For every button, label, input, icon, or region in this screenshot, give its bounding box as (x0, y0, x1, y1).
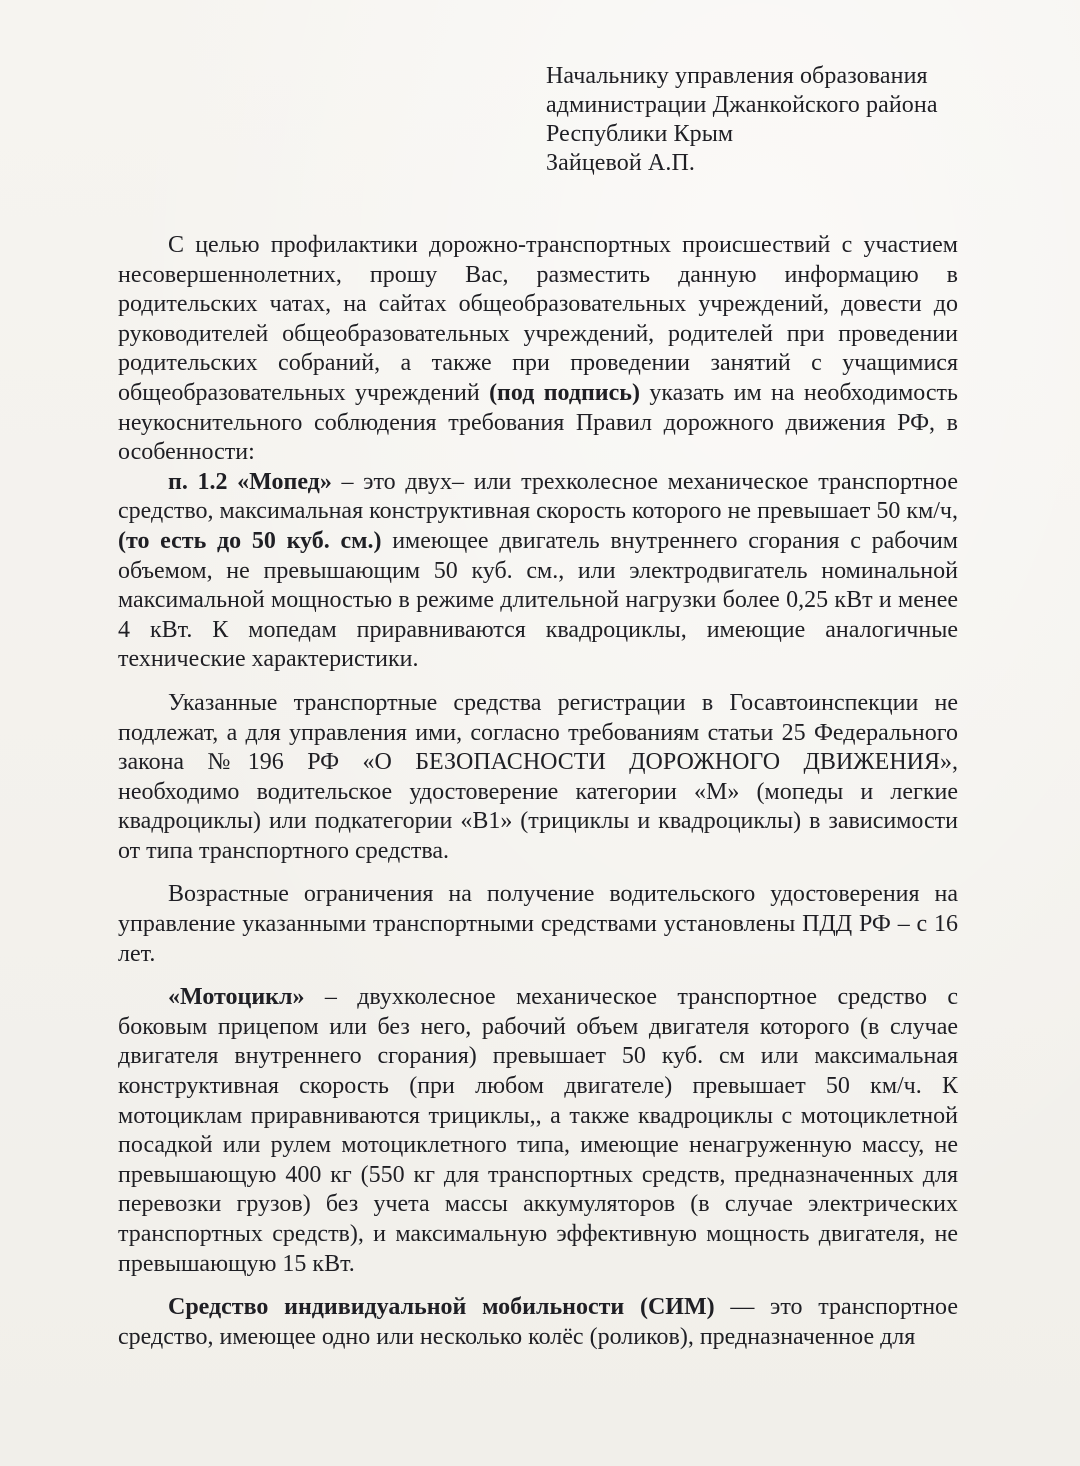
moped-term: п. 1.2 «Мопед» (168, 468, 332, 495)
sim-term: Средство индивидуальной мобильности (СИМ) (168, 1294, 715, 1321)
motorcycle-text: – двухколесное механическое транспортное средство с боковым прицепом или без него, рабочий объем двигателя которого (в случае двигателя внутреннего сгорания) превышает 50 куб. см или максимальная конструктивная скорость (при любом двигателе) превышает 50 км/ч. К мотоциклам приравниваются трициклы,, а также квадроциклы с мотоциклетной посадкой или рулем мотоциклетного типа, имеющие ненагруженную массу, не превышающую 400 кг (550 кг для транспортных средств, предназначенных для перевозки грузов) без учета массы аккумуляторов (в случае электрических транспортных средств), и максимальную эффективную мощность двигателя, не превышающую 15 кВт. (118, 984, 958, 1277)
moped-emphasis: (то есть до 50 куб. см.) (118, 527, 382, 554)
paragraph-moped (118, 468, 958, 675)
addressee-line-name: Зайцевой А.П. (546, 150, 695, 176)
moped-text-b: имеющее двигатель внутреннего сгорания с рабочим объемом, не превышающим 50 куб. см., или электродвигатель номинальной максимальной мощностью в режиме длительной нагрузки более 0,25 кВт и менее 4 кВт. К мопедам приравниваются квадроциклы, имеющие аналогичные технические характеристики. (118, 527, 958, 673)
paragraph-intro (118, 231, 958, 468)
paragraph-age: Возрастные ограничения на получение водительского удостоверения на управление указанными транспортными средствами установлены ПДД РФ – с 16 лет. (118, 881, 958, 967)
intro-text-a: С целью профилактики дорожно-транспортных происшествий с участием несовершеннолетних, прошу Вас, разместить данную информацию в родительских чатах, на сайтах общеобразовательных учреждений, довести до руководителей общеобразовательных учреждений, родителей при проведении родительских собраний, а также при проведении занятий с учащимися общеобразовательных учреждений (118, 232, 958, 406)
paragraph-sim (118, 1293, 958, 1352)
motorcycle-term: «Мотоцикл» (168, 984, 305, 1011)
addressee-line-organization: администрации Джанкойского района (546, 92, 938, 118)
moped-text-a: – это двух– или трехколесное механическое транспортное средство, максимальная конструктивная скорость которого не превышает 50 км/ч, (118, 468, 958, 525)
addressee-line-position: Начальнику управления образования (546, 63, 928, 89)
sim-text: — это транспортное средство, имеющее одно или несколько колёс (роликов), предназначенное для (118, 1294, 958, 1350)
paragraph-registration: Указанные транспортные средства регистрации в Госавтоинспекции не подлежат, а для управления ими, согласно требованиям статьи 25 Федерального закона №196 РФ «О БЕЗОПАСНОСТИ ДОРОЖНОГО ДВИЖЕНИЯ», необходимо водительское удостоверение категории «М» (мопеды и легкие квадроциклы) или подкатегории «В1» (трициклы и квадроциклы) в зависимости от типа транспортного средства. (118, 689, 958, 864)
intro-text-b: указать им на необходимость неукоснительного соблюдения требования Правил дорожного движения РФ, в особенности: (118, 379, 958, 466)
addressee-block (546, 62, 1006, 178)
letter-body (118, 231, 958, 1352)
paragraph-motorcycle (118, 983, 958, 1279)
intro-emphasis: (под подпись) (489, 379, 640, 406)
addressee-line-region: Республики Крым (546, 121, 734, 147)
